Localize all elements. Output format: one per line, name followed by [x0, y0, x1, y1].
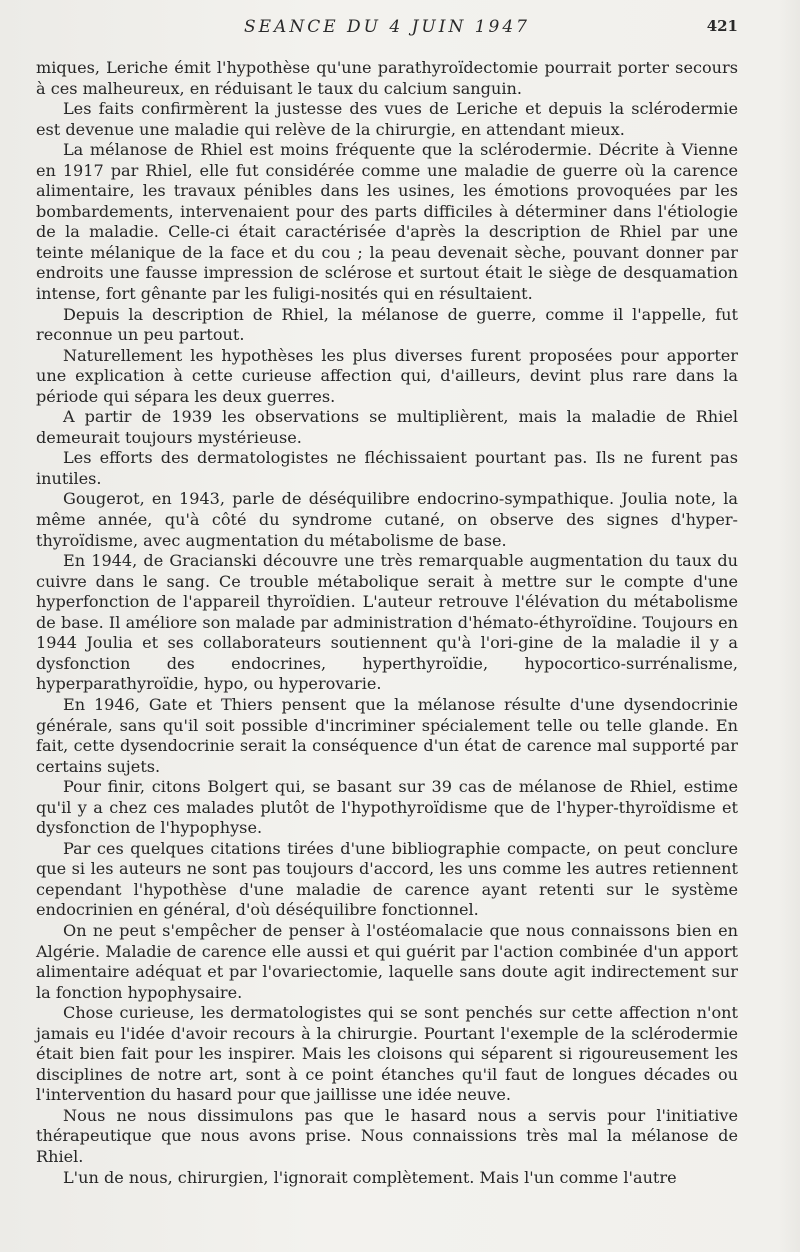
paragraph-11: Pour finir, citons Bolgert qui, se basant sur 39 cas de mélanose de Rhiel, estime qu'il y a chez ces malades plutôt de l'hypothyroïdisme que de l'hyper-thyroïdisme et dysfonction de l'hypophyse.	[36, 777, 738, 838]
paragraph-6: A partir de 1939 les observations se multiplièrent, mais la maladie de Rhiel demeurait toujours mystérieuse.	[36, 407, 738, 447]
paragraph-14: Chose curieuse, les dermatologistes qui se sont penchés sur cette affection n'ont jamais eu l'idée d'avoir recours à la chirurgie. Pourtant l'exemple de la sclérodermie était bien fait pour les inspirer. Mais les cloisons qui séparent si rigoureusement les disciplines de notre art, sont à ce point étanches qu'il faut de longues décades ou l'intervention du hasard pour que jaillisse une idée neuve.	[36, 1003, 738, 1105]
paragraph-16: L'un de nous, chirurgien, l'ignorait complètement. Mais l'un comme l'autre	[63, 1167, 677, 1187]
page-number: 421	[706, 17, 738, 35]
paragraph-1: miques, Leriche émit l'hypothèse qu'une parathyroïdectomie pourrait porter secours à ces malheureux, en réduisant le taux du calcium sanguin.	[36, 58, 738, 98]
paragraph-9: En 1944, de Gracianski découvre une très remarquable augmentation du taux du cuivre dans le sang. Ce trouble métabolique serait à mettre sur le compte d'une hyperfonction de l'appareil thyroïdien. L'auteur retrouve l'élévation du métabolisme de base. Il améliore son malade par administration d'hémato-éthyroïdine. Toujours en 1944 Joulia et ses collaborateurs soutiennent qu'à l'ori-gine de la maladie il y a dysfonction des endocrines, hyperthyroïdie, hypocortico-surrénalisme, hyperparathyroïdie, hypo, ou hyperovarie.	[36, 551, 738, 694]
page-edge-shadow	[778, 0, 800, 1252]
paragraph-13: On ne peut s'empêcher de penser à l'ostéomalacie que nous connaissons bien en Algérie. Maladie de carence elle aussi et qui guérit par l'action combinée d'un apport alimentaire adéquat et par l'ovariectomie, laquelle sans doute agit indirectement sur la fonction hypophysaire.	[36, 920, 738, 1002]
paragraph-3: La mélanose de Rhiel est moins fréquente que la sclérodermie. Décrite à Vienne en 1917 par Rhiel, elle fut considérée comme une maladie de guerre où la carence alimentaire, les travaux pénibles dans les usines, les émotions provoquées par les bombardements, intervenaient pour des parts difficiles à déterminer dans l'étiologie de la maladie. Celle-ci était caractérisée d'après la description de Rhiel par une teinte mélanique de la face et du cou ; la peau devenait sèche, pouvant donner par endroits une fausse impression de sclérose et surtout était le siège de desquamation intense, fort gênante par les fuligi-nosités qui en résultaient.	[36, 140, 738, 304]
paragraph-4: Depuis la description de Rhiel, la mélanose de guerre, comme il l'appelle, fut reconnue un peu partout.	[36, 304, 738, 345]
running-title: SEANCE DU 4 JUIN 1947	[243, 17, 530, 37]
paragraph-12: Par ces quelques citations tirées d'une bibliographie compacte, on peut conclure que si les auteurs ne sont pas toujours d'accord, les uns comme les autres retiennent cependant l'hypothèse d'une maladie de carence ayant retenti sur le système endocrinien en général, d'où déséquilibre fonctionnel.	[36, 838, 738, 920]
running-header	[36, 17, 738, 47]
paragraph-2: Les faits confirmèrent la justesse des vues de Leriche et depuis la sclérodermie est devenue une maladie qui relève de la chirurgie, en attendant mieux.	[36, 99, 738, 139]
paragraph-7: Les efforts des dermatologistes ne fléchissaient pourtant pas. Ils ne furent pas inutiles.	[36, 448, 738, 488]
paragraph-5: Naturellement les hypothèses les plus diverses furent proposées pour apporter une explication à cette curieuse affection qui, d'ailleurs, devint plus rare dans la période qui sépara les deux guerres.	[36, 345, 738, 406]
paragraph-8: Gougerot, en 1943, parle de déséquilibre endocrino-sympathique. Joulia note, la même année, qu'à côté du syndrome cutané, on observe des signes d'hyper-thyroïdisme, avec augmentation du métabolisme de base.	[36, 489, 738, 550]
paragraph-15: Nous ne nous dissimulons pas que le hasard nous a servis pour l'initiative thérapeutique que nous avons prise. Nous connaissions très mal la mélanose de Rhiel.	[36, 1105, 738, 1166]
paragraph-10: En 1946, Gate et Thiers pensent que la mélanose résulte d'une dysendocrinie générale, sans qu'il soit possible d'incriminer spécialement telle ou telle glande. En fait, cette dysendocrinie serait la conséquence d'un état de carence mal supporté par certains sujets.	[36, 694, 738, 776]
body-text	[36, 58, 738, 1188]
